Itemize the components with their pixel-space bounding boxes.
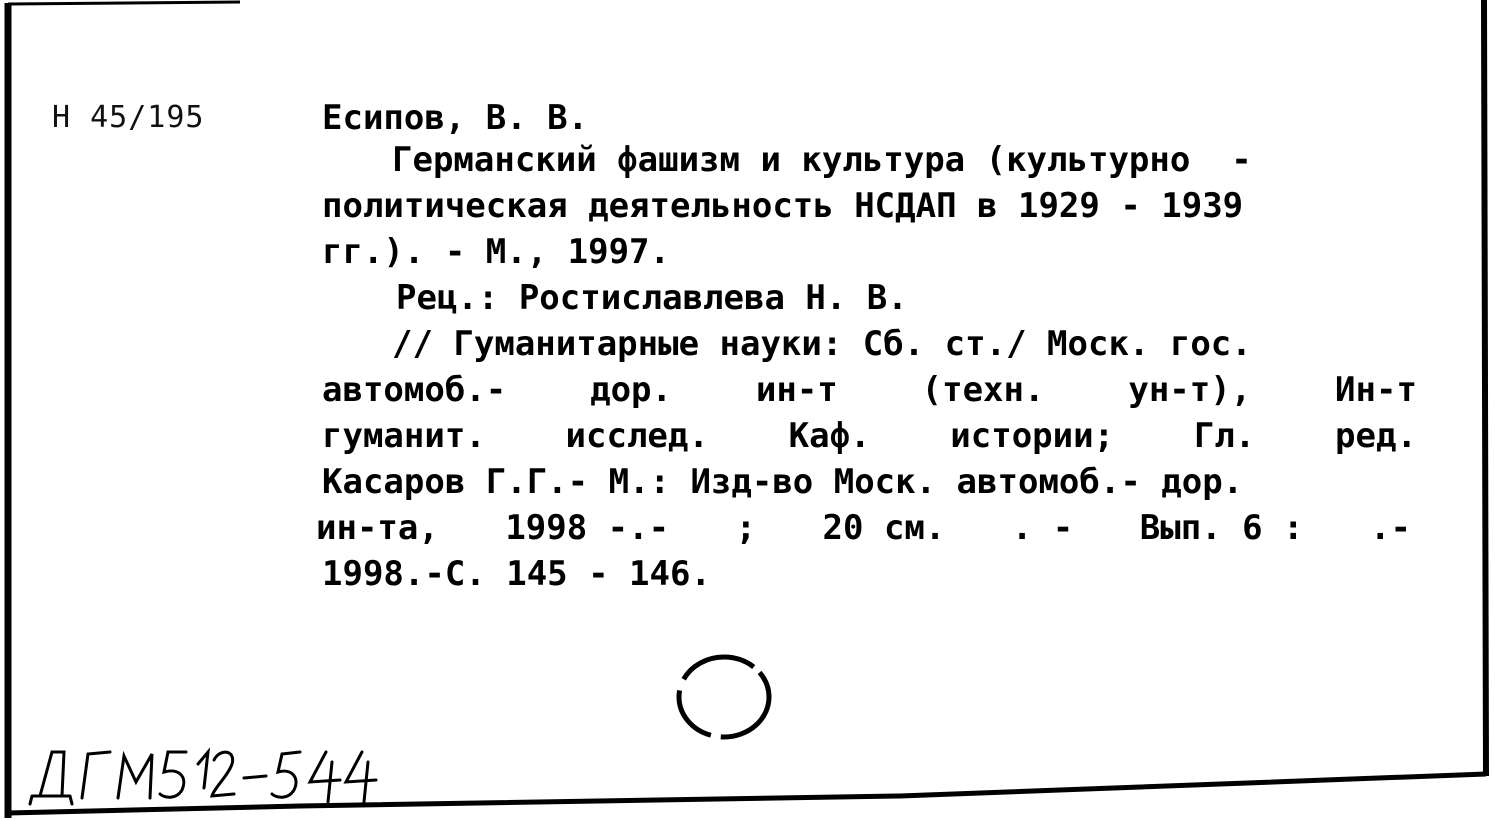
word: гуманит. <box>322 416 486 456</box>
word: 20 см. <box>822 508 946 548</box>
source-line-4: Касаров Г.Г.- М.: Изд-во Моск. автомоб.- дор. <box>322 462 1244 502</box>
shelf-mark: Н 45/195 <box>52 100 205 135</box>
word: ун-т), <box>1128 370 1252 410</box>
source-line-3 <box>322 416 1417 456</box>
word: дор. <box>590 370 672 410</box>
source-line-1: // Гуманитарные науки: Сб. ст./ Моск. гос. <box>392 324 1252 364</box>
source-line-5 <box>316 508 1411 548</box>
source-line-2 <box>322 370 1417 410</box>
title-line-2: политическая деятельность НСДАП в 1929 - 1939 <box>322 186 1244 226</box>
word: .- <box>1370 508 1411 548</box>
handwritten-code-signature <box>18 738 418 808</box>
word: Ин-т <box>1335 370 1417 410</box>
punch-hole-icon <box>672 652 776 742</box>
word: ред. <box>1335 416 1417 456</box>
review-line: Рец.: Ростиславлева Н. В. <box>396 278 908 318</box>
word: . - <box>1011 508 1074 548</box>
word: ; <box>735 508 757 548</box>
word: Гл. <box>1193 416 1256 456</box>
word: Каф. <box>788 416 871 456</box>
word: Вып. 6 : <box>1139 508 1304 548</box>
word: (техн. <box>921 370 1045 410</box>
word: автомоб.- <box>322 370 507 410</box>
word: ин-та, <box>316 508 439 548</box>
word: истории; <box>950 416 1115 456</box>
word: исслед. <box>565 416 709 456</box>
author: Есипов, В. В. <box>322 98 589 138</box>
source-line-6: 1998.-С. 145 - 146. <box>322 554 711 594</box>
word: ин-т <box>755 370 838 410</box>
title-line-3: гг.). - М., 1997. <box>322 232 670 272</box>
title-line-1: Германский фашизм и культура (культурно - <box>392 140 1252 180</box>
word: 1998 -.- <box>505 508 670 548</box>
